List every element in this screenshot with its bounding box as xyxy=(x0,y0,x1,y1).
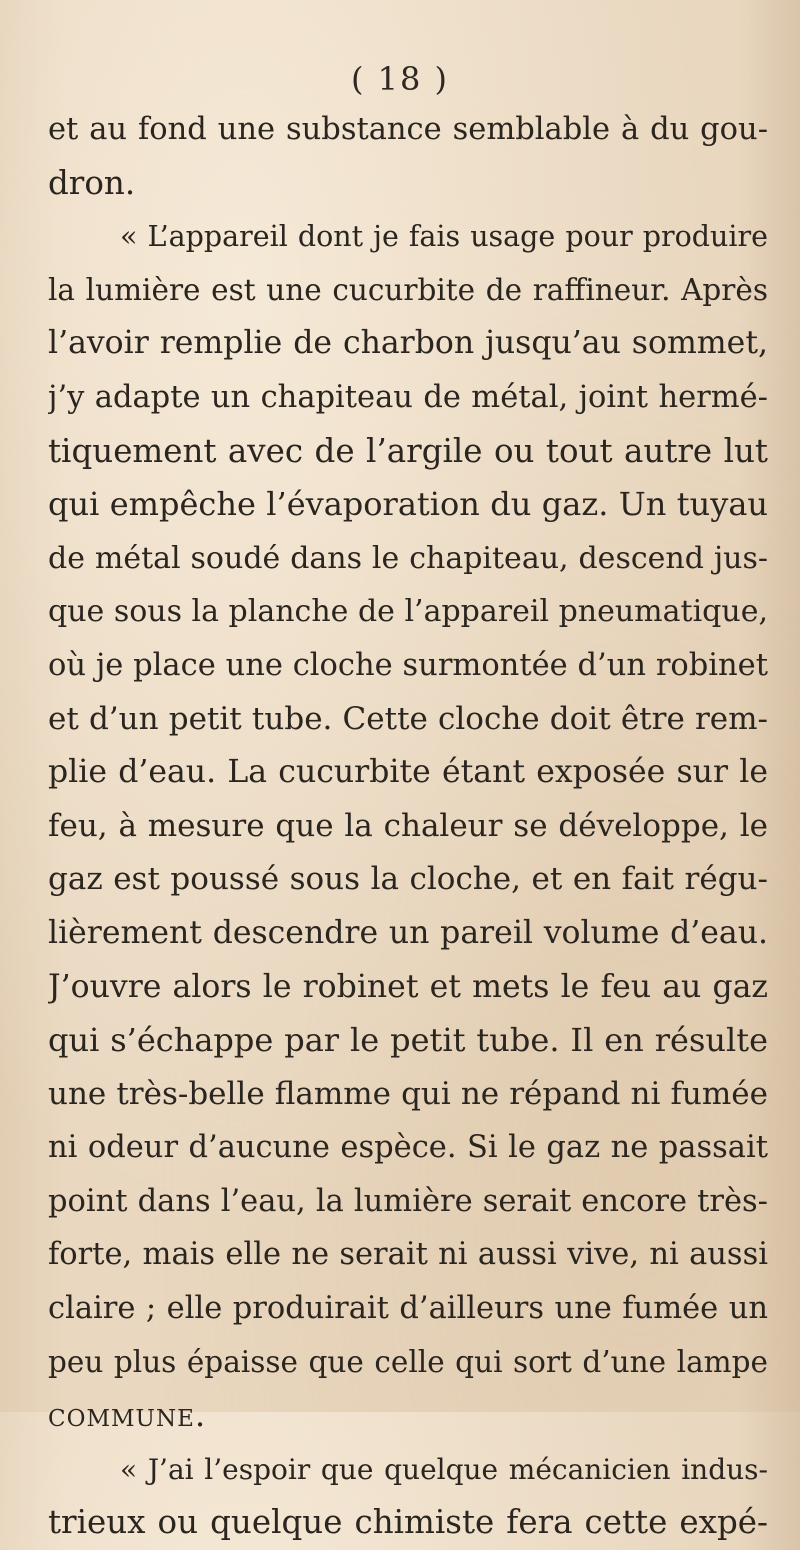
text-line: l’avoir remplie de charbon jusqu’au sommet, xyxy=(48,325,768,362)
page-number: ( 18 ) xyxy=(350,60,450,98)
text-line: et au fond une substance semblable à du gou- xyxy=(48,112,768,147)
text-line: feu, à mesure que la chaleur se développe, le xyxy=(48,807,768,844)
text-line: « L’appareil dont je fais usage pour produire xyxy=(120,220,768,254)
text-line: une très-belle flamme qui ne répand ni fumée xyxy=(48,1075,768,1112)
text-line: qui s’échappe par le petit tube. Il en résulte xyxy=(48,1021,768,1060)
text-line: de métal soudé dans le chapiteau, descend jus- xyxy=(48,540,768,576)
text-line: gaz est poussé sous la cloche, et en fait régu- xyxy=(48,861,768,898)
text-line: et d’un petit tube. Cette cloche doit être rem- xyxy=(48,700,768,737)
text-line: forte, mais elle ne serait ni aussi vive, ni aussi xyxy=(48,1237,768,1273)
text-line: commune. xyxy=(48,1396,207,1435)
text-line: que sous la planche de l’appareil pneumatique, xyxy=(48,594,768,630)
text-line: ni odeur d’aucune espèce. Si le gaz ne passait xyxy=(48,1130,768,1166)
text-line: peu plus épaisse que celle qui sort d’une lampe xyxy=(48,1344,768,1379)
text-line: lièrement descendre un pareil volume d’eau. xyxy=(48,914,768,951)
text-line: dron. xyxy=(48,163,136,202)
text-line: tiquement avec de l’argile ou tout autre lut xyxy=(48,431,768,470)
text-line: claire ; elle produirait d’ailleurs une fumée un xyxy=(48,1291,768,1327)
text-line: j’y adapte un chapiteau de métal, joint hermé- xyxy=(48,379,768,415)
text-line: « J’ai l’espoir que quelque mécanicien indus- xyxy=(120,1452,768,1486)
text-line: point dans l’eau, la lumière serait encore très- xyxy=(48,1183,768,1219)
text-line: trieux ou quelque chimiste fera cette expé- xyxy=(48,1503,768,1542)
text-line: où je place une cloche surmontée d’un robinet xyxy=(48,647,768,683)
body-text xyxy=(48,103,768,1550)
text-line: la lumière est une cucurbite de raffineur. Après xyxy=(48,272,768,307)
text-line: qui empêche l’évaporation du gaz. Un tuyau xyxy=(48,485,768,524)
text-line: plie d’eau. La cucurbite étant exposée sur le xyxy=(48,754,768,791)
text-line: J’ouvre alors le robinet et mets le feu au gaz xyxy=(48,968,768,1005)
